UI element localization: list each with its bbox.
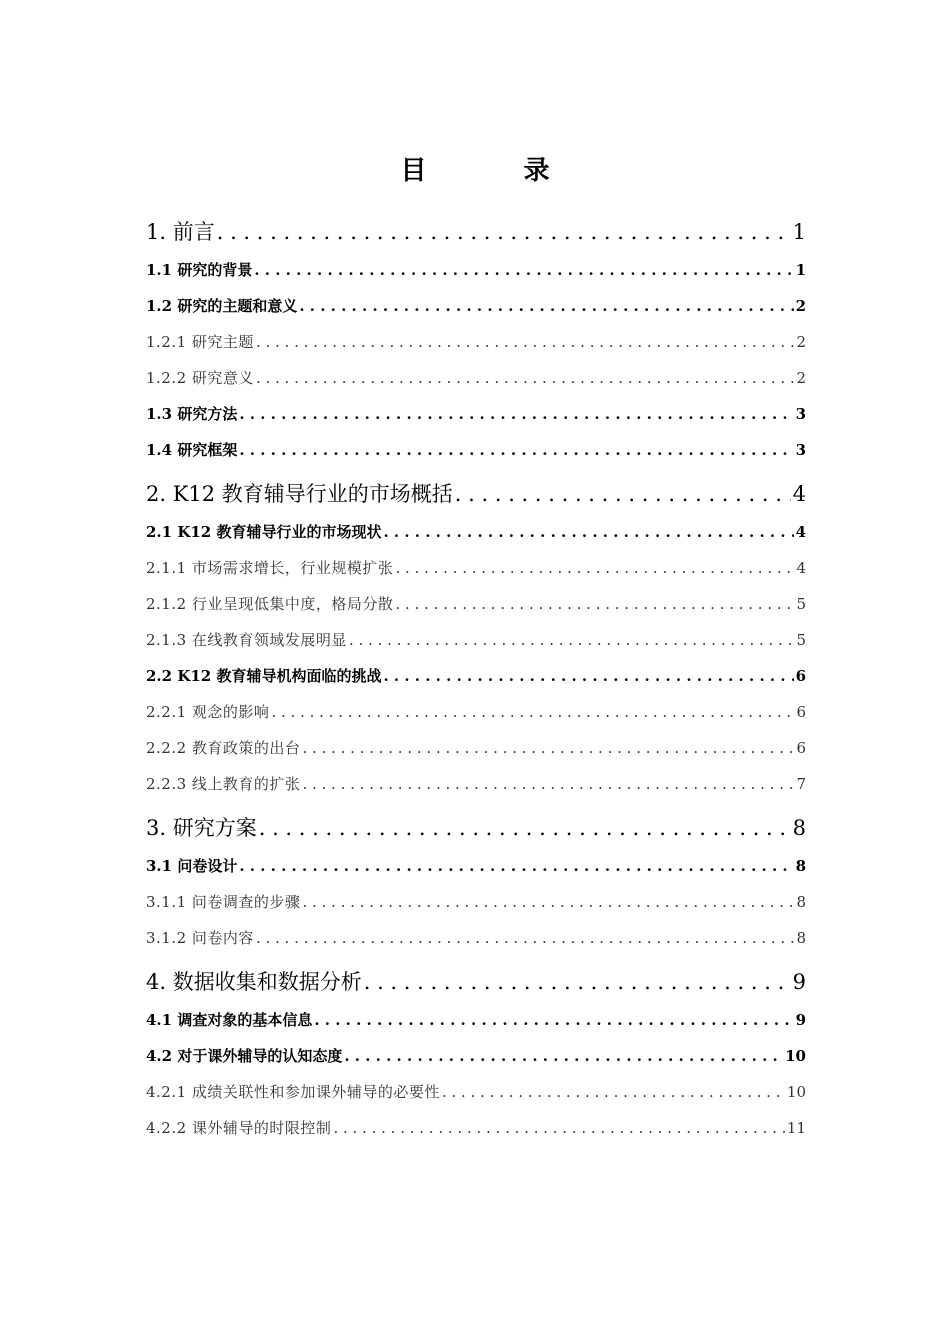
toc-title: 目 录 xyxy=(400,156,594,186)
toc-entry-label: 1.3 研究方法 xyxy=(146,405,238,423)
dot-leader xyxy=(239,396,793,432)
toc-entry[interactable] xyxy=(146,252,806,288)
dot-leader xyxy=(442,1074,785,1110)
dot-leader xyxy=(254,252,793,288)
toc-entry-page-number: 2 xyxy=(796,333,806,351)
toc-entry-page-number: 9 xyxy=(795,1011,806,1029)
dot-leader xyxy=(383,658,793,694)
toc-entry-page-number: 5 xyxy=(796,631,806,649)
toc-entry-label: 3.1 问卷设计 xyxy=(146,857,238,875)
toc-entry[interactable] xyxy=(146,962,806,1002)
toc-entry-page-number: 7 xyxy=(796,775,806,793)
dot-leader xyxy=(256,324,795,360)
toc-entry[interactable] xyxy=(146,288,806,324)
toc-entry-label: 2.2.1 观念的影响 xyxy=(146,703,270,721)
dot-leader xyxy=(344,1038,783,1074)
dot-leader xyxy=(333,1110,784,1146)
toc-entry-label: 2.1 K12 教育辅导行业的市场现状 xyxy=(146,523,382,541)
toc-entry-page-number: 10 xyxy=(785,1047,806,1065)
dot-leader xyxy=(271,694,794,730)
toc-entry-label: 4.2.2 课外辅导的时限控制 xyxy=(146,1119,332,1137)
toc-entry-page-number: 2 xyxy=(796,369,806,387)
toc-entry[interactable] xyxy=(146,550,806,586)
toc-entry-label: 4. 数据收集和数据分析 xyxy=(146,970,362,994)
toc-entry[interactable] xyxy=(146,360,806,396)
toc-entry-label: 2. K12 教育辅导行业的市场概括 xyxy=(146,482,453,506)
toc-entry-page-number: 4 xyxy=(796,559,806,577)
dot-leader xyxy=(383,514,793,550)
table-of-contents xyxy=(146,212,806,1146)
toc-entry-label: 1.2.2 研究意义 xyxy=(146,369,254,387)
toc-entry-label: 1.2 研究的主题和意义 xyxy=(146,297,298,315)
toc-entry-page-number: 10 xyxy=(786,1083,806,1101)
toc-entry-page-number: 11 xyxy=(786,1119,806,1137)
toc-entry-page-number: 3 xyxy=(795,405,806,423)
toc-entry-page-number: 6 xyxy=(796,703,806,721)
toc-entry-page-number: 8 xyxy=(795,857,806,875)
toc-entry-page-number: 8 xyxy=(792,816,806,840)
toc-entry[interactable] xyxy=(146,212,806,252)
toc-entry-page-number: 8 xyxy=(796,893,806,911)
toc-entry[interactable] xyxy=(146,474,806,514)
dot-leader xyxy=(217,212,791,252)
toc-entry-label: 1.1 研究的背景 xyxy=(146,261,253,279)
toc-entry[interactable] xyxy=(146,324,806,360)
toc-entry-label: 4.1 调查对象的基本信息 xyxy=(146,1011,313,1029)
toc-entry[interactable] xyxy=(146,514,806,550)
toc-entry[interactable] xyxy=(146,920,806,956)
dot-leader xyxy=(259,808,791,848)
dot-leader xyxy=(314,1002,793,1038)
toc-entry-label: 2.1.2 行业呈现低集中度，格局分散 xyxy=(146,595,394,613)
toc-entry[interactable] xyxy=(146,1002,806,1038)
toc-entry-page-number: 9 xyxy=(792,970,806,994)
toc-entry[interactable] xyxy=(146,622,806,658)
toc-entry-page-number: 3 xyxy=(795,441,806,459)
toc-entry[interactable] xyxy=(146,1074,806,1110)
toc-entry-label: 4.2.1 成绩关联性和参加课外辅导的必要性 xyxy=(146,1083,440,1101)
dot-leader xyxy=(302,730,794,766)
dot-leader xyxy=(349,622,795,658)
toc-entry-page-number: 4 xyxy=(792,482,806,506)
toc-entry-page-number: 5 xyxy=(796,595,806,613)
toc-entry-label: 3.1.2 问卷内容 xyxy=(146,929,254,947)
dot-leader xyxy=(455,474,791,514)
toc-entry[interactable] xyxy=(146,766,806,802)
dot-leader xyxy=(364,962,791,1002)
toc-entry-page-number: 6 xyxy=(796,739,806,757)
dot-leader xyxy=(302,884,794,920)
toc-entry-label: 2.2.2 教育政策的出台 xyxy=(146,739,301,757)
dot-leader xyxy=(299,288,793,324)
dot-leader xyxy=(395,550,794,586)
toc-entry[interactable] xyxy=(146,848,806,884)
toc-entry-label: 4.2 对于课外辅导的认知态度 xyxy=(146,1047,343,1065)
toc-entry-label: 3.1.1 问卷调查的步骤 xyxy=(146,893,301,911)
dot-leader xyxy=(395,586,794,622)
toc-entry[interactable] xyxy=(146,658,806,694)
dot-leader xyxy=(239,848,793,884)
toc-entry[interactable] xyxy=(146,884,806,920)
dot-leader xyxy=(302,766,794,802)
dot-leader xyxy=(256,920,795,956)
toc-entry[interactable] xyxy=(146,1038,806,1074)
toc-entry-label: 1.4 研究框架 xyxy=(146,441,238,459)
toc-entry-page-number: 6 xyxy=(795,667,806,685)
toc-entry[interactable] xyxy=(146,396,806,432)
dot-leader xyxy=(256,360,795,396)
toc-entry[interactable] xyxy=(146,432,806,468)
toc-entry-page-number: 1 xyxy=(792,220,806,244)
toc-entry[interactable] xyxy=(146,1110,806,1146)
toc-entry-page-number: 1 xyxy=(795,261,806,279)
toc-entry-label: 2.2 K12 教育辅导机构面临的挑战 xyxy=(146,667,382,685)
toc-entry-page-number: 2 xyxy=(795,297,806,315)
toc-entry-label: 2.1.1 市场需求增长，行业规模扩张 xyxy=(146,559,394,577)
toc-entry-label: 1. 前言 xyxy=(146,220,215,244)
toc-entry-label: 1.2.1 研究主题 xyxy=(146,333,254,351)
toc-entry-label: 3. 研究方案 xyxy=(146,816,257,840)
toc-entry[interactable] xyxy=(146,808,806,848)
toc-entry[interactable] xyxy=(146,694,806,730)
toc-entry[interactable] xyxy=(146,586,806,622)
toc-entry-label: 2.2.3 线上教育的扩张 xyxy=(146,775,301,793)
toc-entry[interactable] xyxy=(146,730,806,766)
toc-entry-label: 2.1.3 在线教育领域发展明显 xyxy=(146,631,347,649)
toc-entry-page-number: 8 xyxy=(796,929,806,947)
toc-entry-page-number: 4 xyxy=(795,523,806,541)
dot-leader xyxy=(239,432,793,468)
